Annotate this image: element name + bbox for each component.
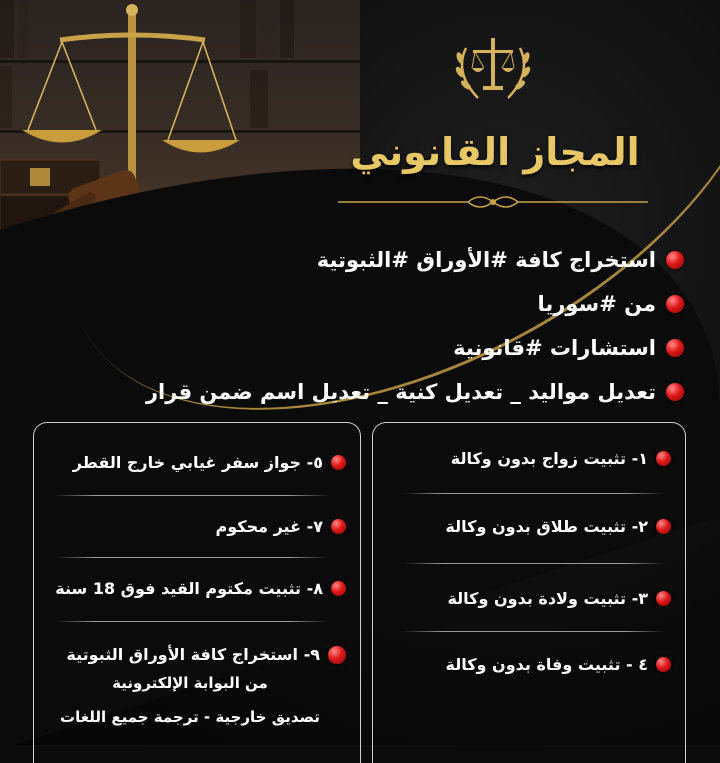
bullet-icon xyxy=(331,519,346,534)
bullet-icon xyxy=(666,251,684,269)
services-list xyxy=(84,238,684,414)
bullet-icon xyxy=(328,646,346,664)
left-services-box xyxy=(33,422,361,763)
list-item: استخراج كافة #الأوراق #الثبوتية xyxy=(84,238,684,282)
page-title: المجاز القانوني xyxy=(350,130,640,174)
list-item: استشارات #قانونية xyxy=(84,326,684,370)
list-item: ٣- تثبيت ولادة بدون وكالة xyxy=(447,589,685,608)
bullet-icon xyxy=(666,295,684,313)
list-item: ٧- غير محكوم xyxy=(216,517,360,536)
laurel-wreath-icon xyxy=(448,28,538,108)
list-item: ١- تثبيت زواج بدون وكالة xyxy=(451,449,685,468)
right-services-box xyxy=(372,422,686,763)
bullet-icon xyxy=(656,591,671,606)
bullet-icon xyxy=(331,581,346,596)
list-item: من #سوريا xyxy=(84,282,684,326)
list-item: ٤ - تثبيت وفاة بدون وكالة xyxy=(446,655,686,674)
list-item: ٩- استخراج كافة الأوراق الثبوتية من البوابة الإلكترونية تصديق خارجية - ترجمة جميع اللغات xyxy=(34,645,360,726)
ornament-divider-icon xyxy=(338,190,648,214)
bullet-icon xyxy=(666,383,684,401)
list-item: ٢- تثبيت طلاق بدون وكالة xyxy=(445,517,685,536)
list-item: تعديل مواليد _ تعديل كنية _ تعديل اسم ضمن قرار xyxy=(84,370,684,414)
bullet-icon xyxy=(656,451,671,466)
bullet-icon xyxy=(656,657,671,672)
bullet-icon xyxy=(331,455,346,470)
list-item: ٥- جواز سفر غيابي خارج القطر xyxy=(73,453,360,472)
list-item: ٨- تثبيت مكتوم القيد فوق 18 سنة xyxy=(55,579,360,598)
bullet-icon xyxy=(666,339,684,357)
bullet-icon xyxy=(656,519,671,534)
